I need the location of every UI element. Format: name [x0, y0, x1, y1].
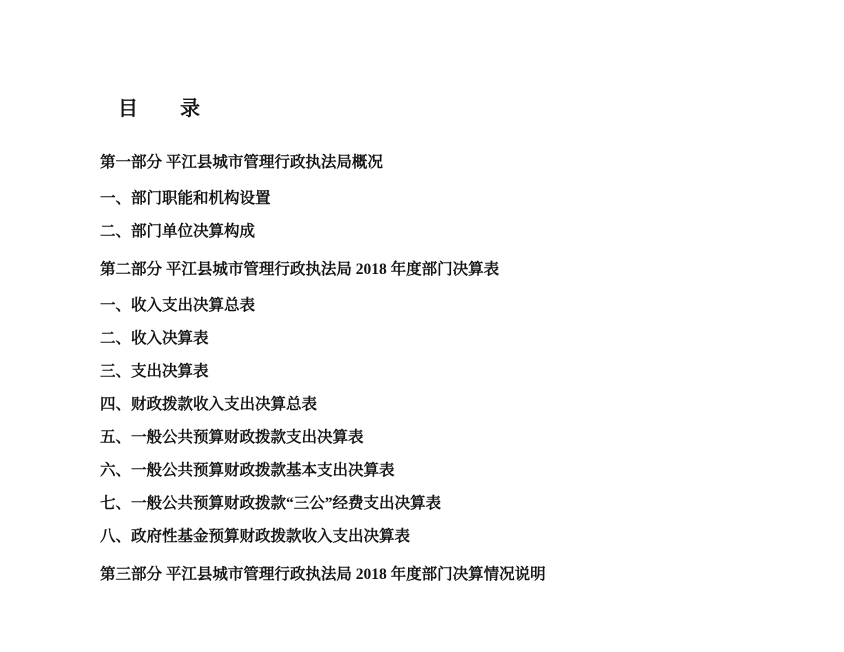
- toc-item-entry[interactable]: 六、一般公共预算财政拨款基本支出决算表: [100, 462, 395, 480]
- toc-part-entry[interactable]: 第二部分 平江县城市管理行政执法局 2018 年度部门决算表: [100, 261, 500, 279]
- toc-item-entry[interactable]: 八、政府性基金预算财政拨款收入支出决算表: [100, 528, 411, 546]
- toc-item-entry[interactable]: 五、一般公共预算财政拨款支出决算表: [100, 429, 364, 447]
- toc-item-entry[interactable]: 四、财政拨款收入支出决算总表: [100, 396, 318, 414]
- toc-part-entry[interactable]: 第三部分 平江县城市管理行政执法局 2018 年度部门决算情况说明: [100, 566, 546, 584]
- toc-item-entry[interactable]: 二、部门单位决算构成: [100, 223, 256, 241]
- table-of-contents: [100, 151, 744, 587]
- toc-item-entry[interactable]: 二、收入决算表: [100, 330, 209, 348]
- toc-part-entry[interactable]: 第一部分 平江县城市管理行政执法局概况: [100, 154, 383, 171]
- toc-item-entry[interactable]: 七、一般公共预算财政拨款“三公”经费支出决算表: [100, 495, 442, 513]
- toc-item-entry[interactable]: 三、支出决算表: [100, 363, 209, 381]
- page-title: 目 录: [118, 98, 205, 120]
- toc-item-entry[interactable]: 一、部门职能和机构设置: [100, 190, 271, 208]
- toc-item-entry[interactable]: 一、收入支出决算总表: [100, 297, 256, 315]
